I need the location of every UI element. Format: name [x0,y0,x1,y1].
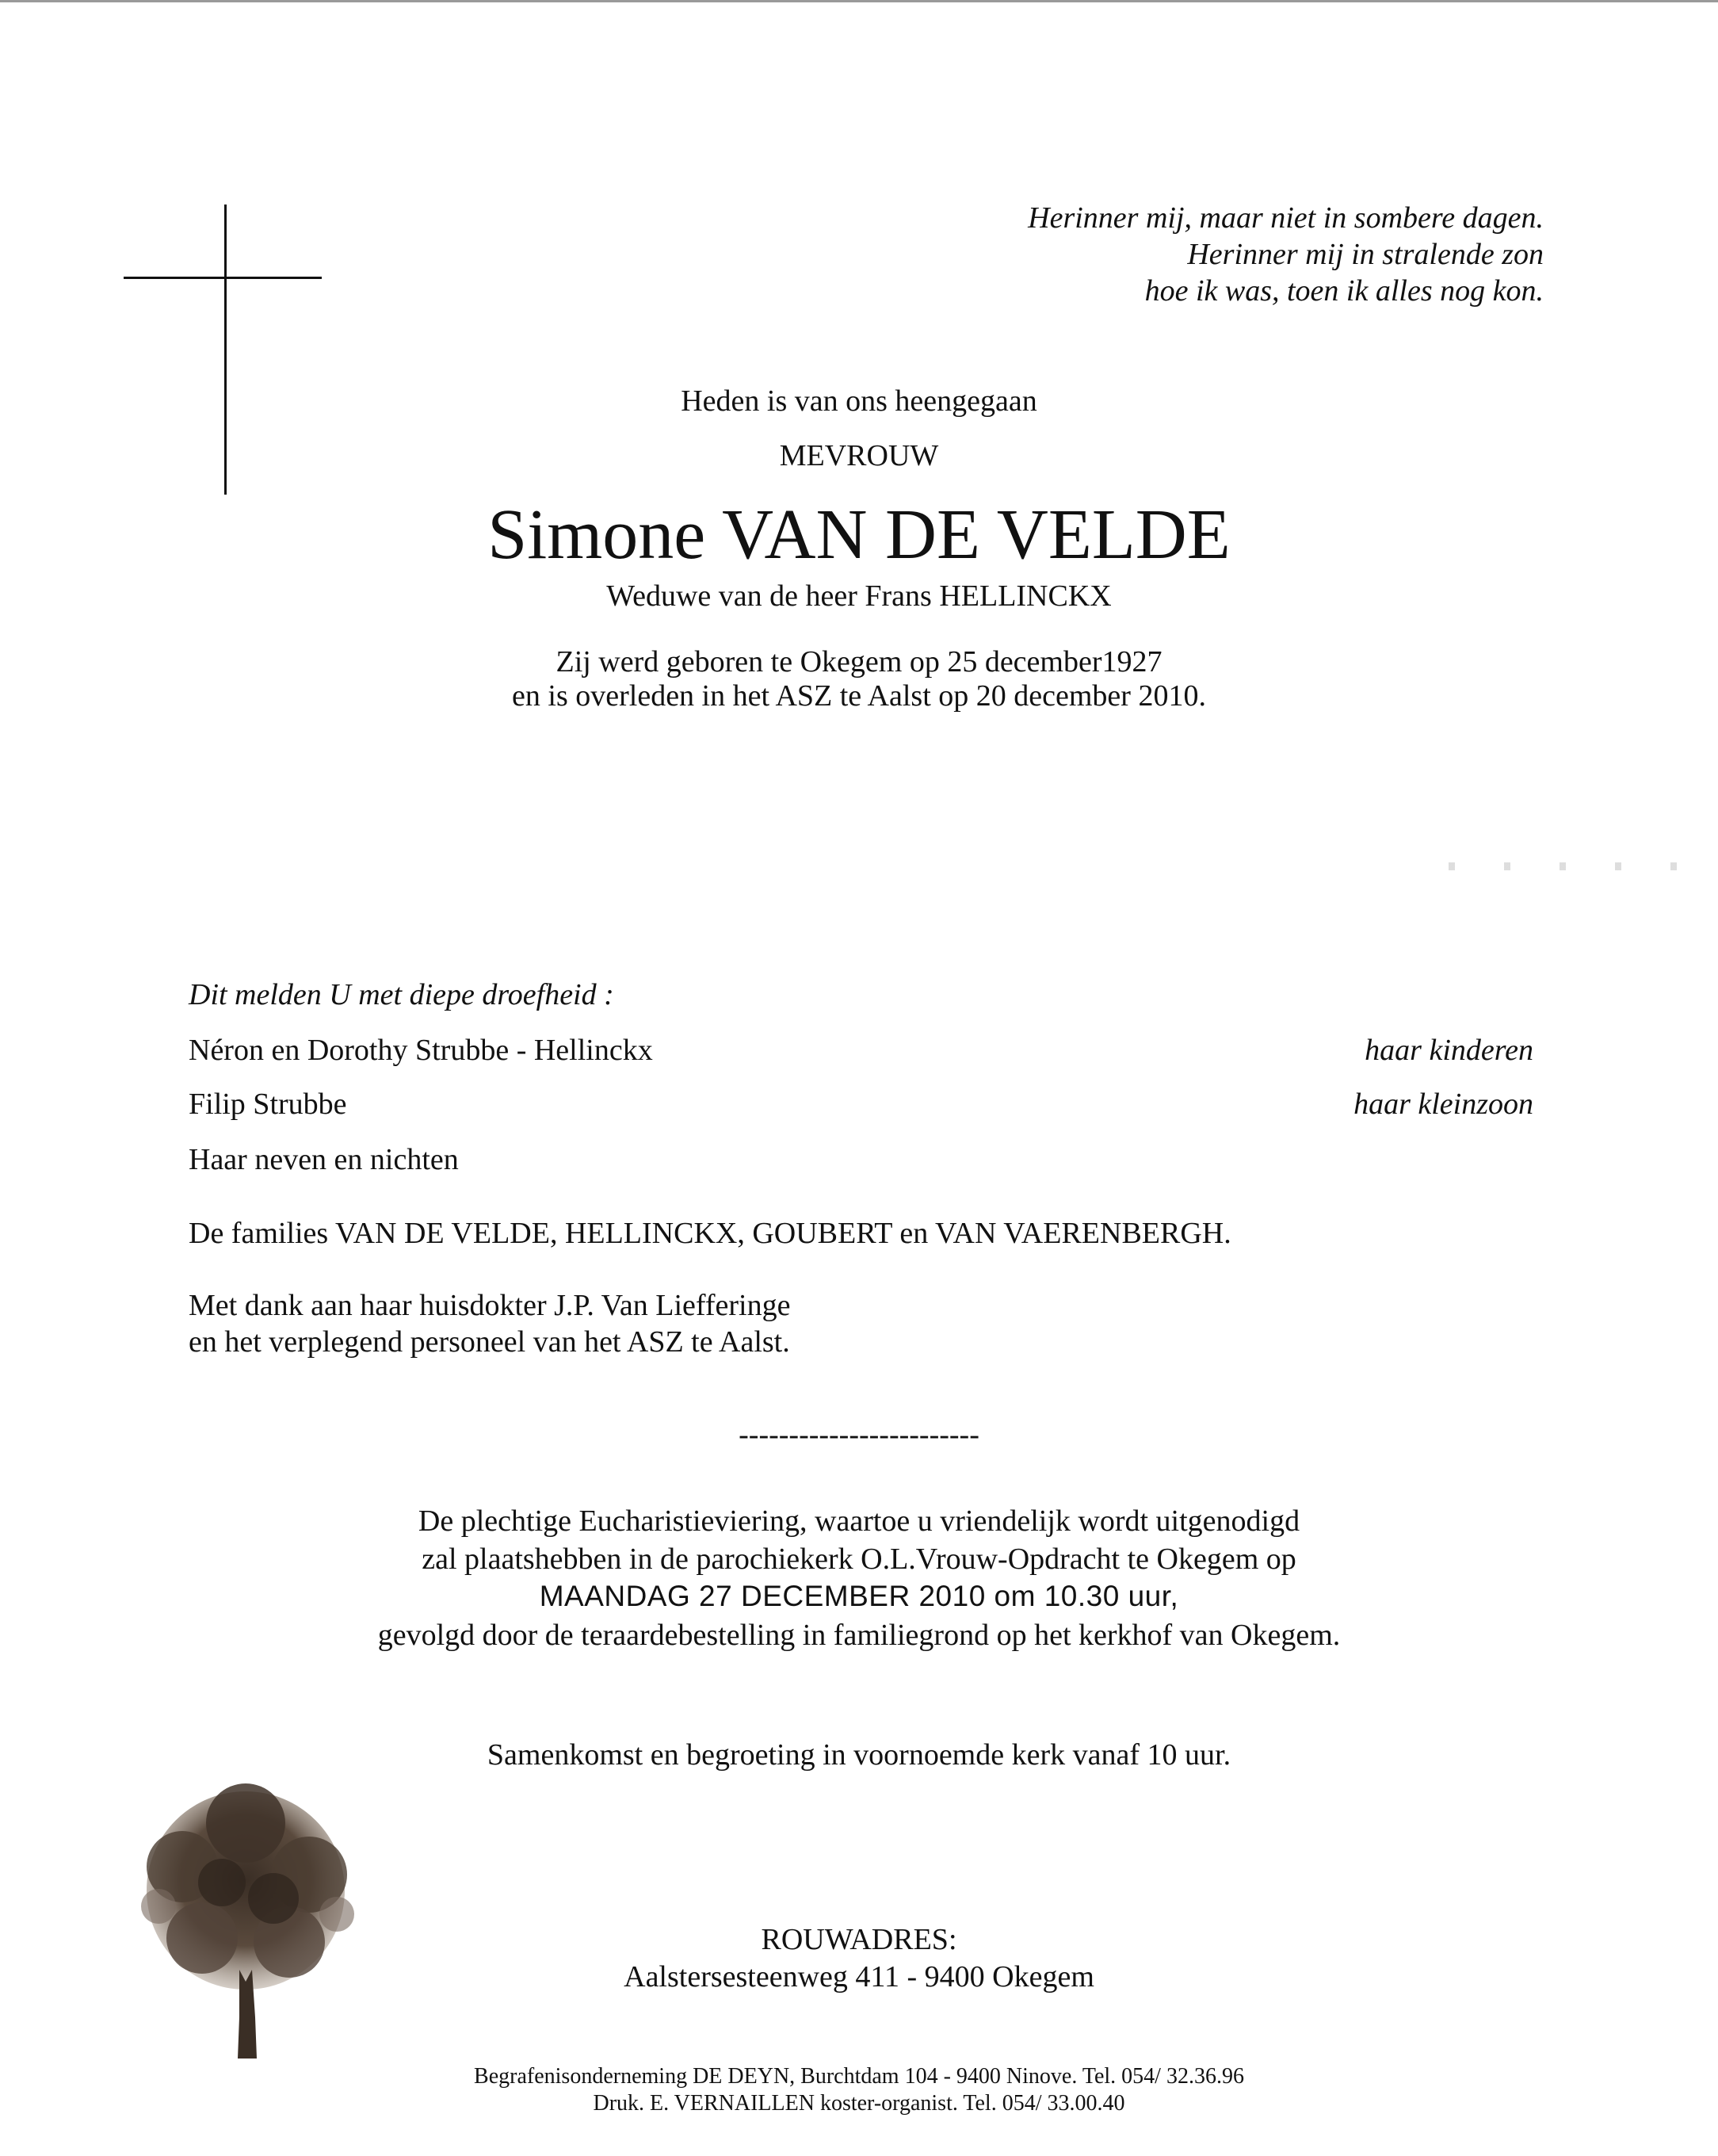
footer-line-2: Druk. E. VERNAILLEN koster-organist. Tel. 054/ 33.00.40 [593,2091,1125,2116]
mourner-relation: haar kinderen [1365,1034,1533,1067]
poem-line-1: Herinner mij, maar niet in sombere dagen. [1028,201,1544,235]
poem [1028,200,1544,309]
poem-line-2: Herinner mij in stralende zon [1187,238,1544,271]
footer-line-1: Begrafenisonderneming DE DEYN, Burchtdam 104 - 9400 Ninove. Tel. 054/ 32.36.96 [474,2064,1244,2089]
ceremony-line-1: De plechtige Eucharistieviering, waartoe u vriendelijk wordt uitgenodigd [418,1504,1300,1538]
thanks-line-2: en het verplegend personeel van het ASZ te Aalst. [189,1325,790,1359]
cross-horizontal [124,277,322,279]
thanks-line-1: Met dank aan haar huisdokter J.P. Van Liefferinge [189,1289,791,1322]
deceased-name: Simone VAN DE VELDE [487,495,1231,574]
gathering-line: Samenkomst en begroeting in voornoemde kerk vanaf 10 uur. [487,1738,1231,1772]
poem-line-3: hoe ik was, toen ik alles nog kon. [1144,274,1544,308]
died-line: en is overleden in het ASZ te Aalst op 20 december 2010. [512,679,1206,713]
ceremony-line-4: gevolgd door de teraardebestelling in familiegrond op het kerkhof van Okegem. [377,1619,1341,1652]
address-street: Aalstersesteenweg 411 - 9400 Okegem [624,1960,1094,1994]
separator: ------------------------ [739,1418,979,1451]
mourner-name: Haar neven en nichten [189,1143,459,1176]
address-label: ROUWADRES: [761,1923,957,1956]
mourner-name: Filip Strubbe [189,1088,347,1121]
tree-canopy [141,1783,354,1990]
intro-text: Heden is van ons heengegaan [681,384,1037,418]
scan-specks [1426,862,1718,870]
ceremony-line-2: zal plaatshebben in de parochiekerk O.L.Vrouw-Opdracht te Okegem op [422,1542,1296,1576]
mourners-heading: Dit melden U met diepe droefheid : [189,978,614,1011]
mourner-relation: haar kleinzoon [1353,1088,1533,1121]
top-border [0,0,1718,2]
mourner-name: Néron en Dorothy Strubbe - Hellinckx [189,1034,653,1067]
born-line: Zij werd geboren te Okegem op 25 december1927 [555,645,1163,679]
families-line: De families VAN DE VELDE, HELLINCKX, GOUBERT en VAN VAERENBERGH. [189,1217,1231,1250]
ceremony-date: MAANDAG 27 DECEMBER 2010 om 10.30 uur, [539,1580,1179,1612]
salutation: MEVROUW [779,439,939,472]
widow-line: Weduwe van de heer Frans HELLINCKX [606,579,1112,613]
